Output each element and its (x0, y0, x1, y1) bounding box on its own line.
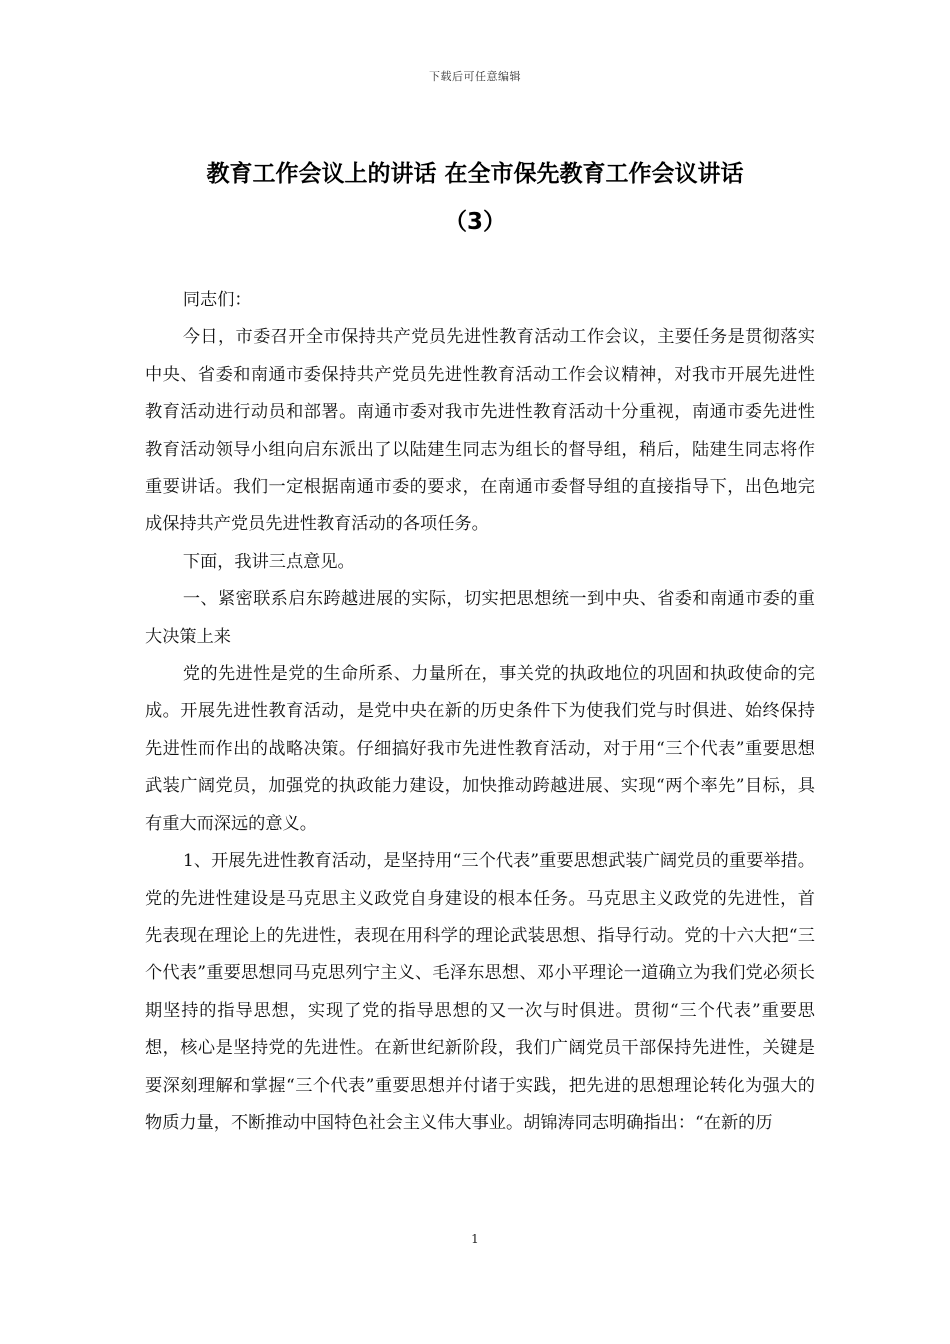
header-note: 下载后可任意编辑 (429, 70, 521, 83)
page-number: 1 (471, 1232, 479, 1246)
paragraph: 下面，我讲三点意见。 (182, 551, 355, 572)
title-line-1: 教育工作会议上的讲话 在全市保先教育工作会议讲话 (206, 161, 744, 187)
paragraph: 1、开展先进性教育活动，是坚持用“三个代表”重要思想武装广阔党员的重要举措。党的先进性建设是马克思主义政党自身建设的根本任务。马克思主义政党的先进性，首先表现在理论上的先进性，表现在用科学的理论武装思想、指导行动。党的十六大把“三个代表”重要思想同马克思列宁主义、毛泽东思想、邓小平理论一道确立为我们党必须长期坚持的指导思想，实现了党的指导思想的又一次与时俱进。贯彻“三个代表”重要思想，核心是坚持党的先进性。在新世纪新阶段，我们广阔党员干部保持先进性，关键是要深刻理解和掌握“三个代表”重要思想并付诸于实践，把先进的思想理论转化为强大的物质力量，不断推动中国特色社会主义伟大事业。胡锦涛同志明确指出：“在新的历 (145, 851, 815, 1133)
paragraph: 今日，市委召开全市保持共产党员先进性教育活动工作会议，主要任务是贯彻落实中央、省委和南通市委保持共产党员先进性教育活动工作会议精神，对我市开展先进性教育活动进行动员和部署。南通市委对我市先进性教育活动十分重视，南通市委先进性教育活动领导小组向启东派出了以陆建生同志为组长的督导组，稍后，陆建生同志将作重要讲话。我们一定根据南通市委的要求，在南通市委督导组的直接指导下，出色地完成保持共产党员先进性教育活动的各项任务。 (145, 327, 815, 535)
paragraph: 党的先进性是党的生命所系、力量所在，事关党的执政地位的巩固和执政使命的完成。开展先进性教育活动，是党中央在新的历史条件下为使我们党与时俱进、始终保持先进性而作出的战略决策。仔细搞好我市先进性教育活动，对于用“三个代表”重要思想武装广阔党员，加强党的执政能力建设，加快推动跨越进展、实现“两个率先”目标，具有重大而深远的意义。 (145, 664, 815, 834)
document-title (110, 150, 840, 246)
title-line-2: （3） (443, 209, 506, 235)
salutation: 同志们： (182, 290, 252, 310)
section-heading: 一、紧密联系启东跨越进展的实际，切实把思想统一到中央、省委和南通市委的重大决策上来 (145, 589, 815, 647)
document-body (145, 282, 815, 1142)
